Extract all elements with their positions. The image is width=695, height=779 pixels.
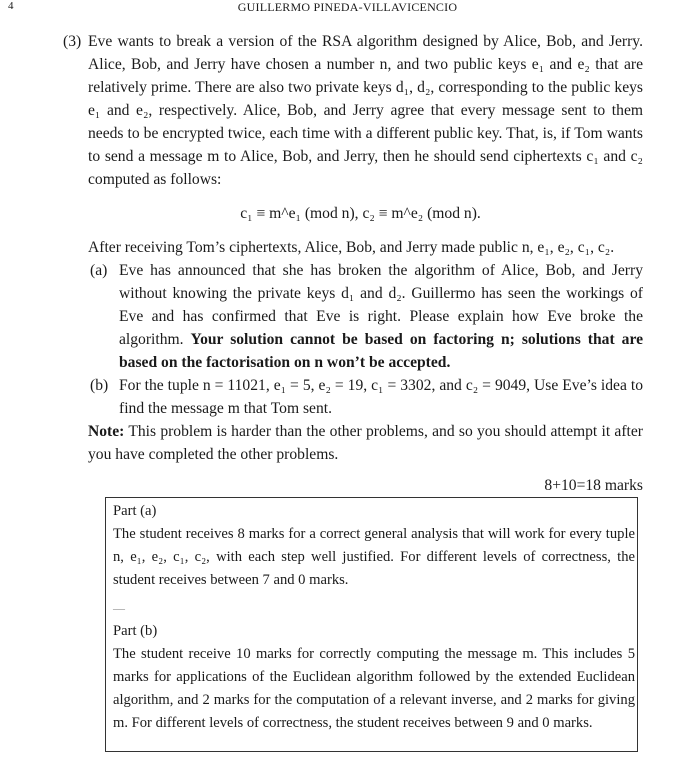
note-label: Note: [88,423,125,440]
problem-3 [63,30,643,497]
part-a-text: Eve has announced that she has broken the algorithm of Alice, Bob, and Jerry without knowing the private keys d₁ and d₂. Guillermo has seen the workings of Eve and has confirmed that Eve is right. Please explain how Eve broke the algorithm. [119,262,643,348]
page-number: 4 [8,0,14,12]
rubric-part-b-text: The student receive 10 marks for correctly computing the message m. This includes 5 marks for applications of the Euclidean algorithm followed by the extended Euclidean algorithm, and 2 marks for the computation of a relevant inverse, and 2 marks for giving m. For different levels of correctness, the student receives between 9 and 0 marks. [113,646,635,731]
problem-number: (3) [63,33,82,50]
part-a-constraint: Your solution cannot be based on factoring n; solutions that are based on the factorisation on n won’t be accepted. [119,331,643,371]
running-head-title: GUILLERMO PINEDA-VILLAVICENCIO [237,0,458,14]
public-values-statement: After receiving Tom’s ciphertexts, Alice, Bob, and Jerry made public n, e₁, e₂, c₁, c₂. [88,239,615,256]
problem-intro: Eve wants to break a version of the RSA algorithm designed by Alice, Bob, and Jerry. Alice, Bob, and Jerry have chosen a number n, and two public keys e₁ and e₂ that are relatively prime. There are also two private keys d₁, d₂, corresponding to the public keys e₁ and e₂, respectively. Alice, Bob, and Jerry agree that every message sent to them needs to be encrypted twice, each time with a different public key. That, is, if Tom wants to send a message m to Alice, Bob, and Jerry, then he should send ciphertexts c₁ and c₂ computed as follows: [88,33,643,188]
note [88,420,643,466]
rubric-part-a-text: The student receives 8 marks for a correct general analysis that will work for every tuple n, e₁, e₂, c₁, c₂, with each step well justified. For different levels of correctness, the student receives between 7 and 0 marks. [113,526,635,588]
part-a-label: (a) [90,262,108,279]
part-b [90,374,643,420]
encryption-equation: c₁ ≡ m^e₁ (mod n), c₂ ≡ m^e₂ (mod n). [240,205,481,222]
rubric-part-a-title: Part (a) [113,503,157,519]
rubric-part-b-title: Part (b) [113,623,158,639]
part-b-text: For the tuple n = 11021, e₁ = 5, e₂ = 19, c₁ = 3302, and c₂ = 9049, Use Eve’s idea to find the message m that Tom sent. [119,377,643,417]
marking-rubric-box [105,497,638,752]
marks-total: 8+10=18 marks [544,477,643,494]
part-b-label: (b) [90,377,109,394]
rubric-separator: — [113,601,125,615]
note-text: This problem is harder than the other problems, and so you should attempt it after you have completed the other problems. [88,423,643,463]
part-a [90,259,643,374]
